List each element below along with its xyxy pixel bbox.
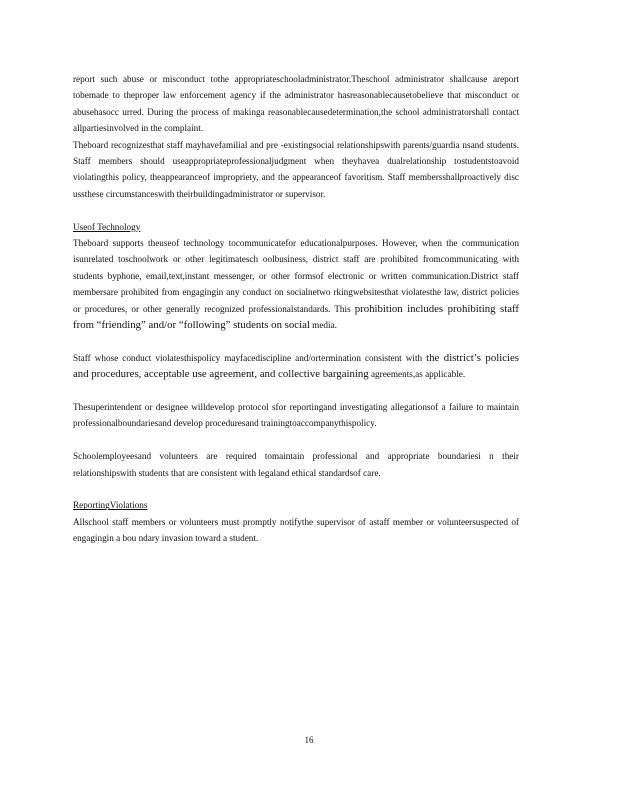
- paragraph-technology-part1: Theboard supports theuseof technology tocommunicatefor educationalpurposes. However, when the communication isunrelated toschoolwork or other legitimatesch oolbusiness, district staff are prohibited fromcommunicating with students byphone, email,text,instant messenger, or other formsof electronic or written communication.District staff membersare prohibited from engagingin any conduct on socialnetwo rkingwebsitesthat violatesthe law, district policies or procedures, or other generally recognized professionalstandards. This: [73, 238, 519, 314]
- heading-reporting-violations: ReportingViolations: [73, 500, 148, 511]
- paragraph-technology: [73, 235, 519, 333]
- heading-use-of-technology: Useof Technology: [73, 221, 141, 232]
- paragraph-technology-part2: prohibition includes prohibiting staff from “friending” and/or “following” students on social: [73, 302, 519, 332]
- paragraph-reporting-abuse: report such abuse or misconduct tothe appropriateschooladministrator.Theschool administrator shallcause areport tobemade to theproper law enforcement agency if the administrator hasreasonablecausetobelieve that misconduct or abusehasocc urred. During the process of makinga reasonablecausedetermination,the school administratorshall contact allpartiesinvolved in the complaint.: [73, 74, 519, 134]
- paragraph-employees-volunteers: Schoolemployeesand volunteers are required tomaintain professional and appropriate boundariesi n their relationshipswith students that are consistent with legaland ethical standardsof care.: [73, 451, 519, 478]
- paragraph-technology-part3: media.: [312, 320, 337, 331]
- paragraph-discipline: [73, 350, 519, 383]
- paragraph-discipline-part2: the district’s policies and procedures, acceptable use agreement, and collective bargaining: [73, 351, 520, 381]
- paragraph-board-recognizes: Theboard recognizesthat staff mayhavefamilial and pre -existingsocial relationshipswith parents/guardia nsand students. Staff members should useappropriateprofessionaljudgment when theyhavea dualrelationship tostudentstoavoid violatingthis policy, theappearanceof impropriety, and the appearanceof favoritism. Staff membersshallproactively disc ussthese circumstanceswith theirbuildingadministrator or supervisor.: [73, 139, 519, 199]
- paragraph-reporting-violations: Allschool staff members or volunteers must promptly notifythe supervisor of astaff member or volunteersuspected of engagingin a bou ndary invasion toward a student.: [73, 516, 519, 544]
- document-body: [73, 71, 519, 547]
- paragraph-discipline-part1: Staff whose conduct violatesthispolicy mayfacediscipline and/ortermination consistent with: [73, 352, 423, 363]
- page-number: 16: [304, 735, 314, 745]
- paragraph-discipline-part3: agreements,as applicable.: [370, 369, 466, 380]
- paragraph-superintendent: Thesuperintendent or designee willdevelop protocol sfor reportingand investigating allegationsof a failure to maintain professionalboundariesand develop proceduresand trainingtoaccompanythispolicy.: [73, 402, 519, 429]
